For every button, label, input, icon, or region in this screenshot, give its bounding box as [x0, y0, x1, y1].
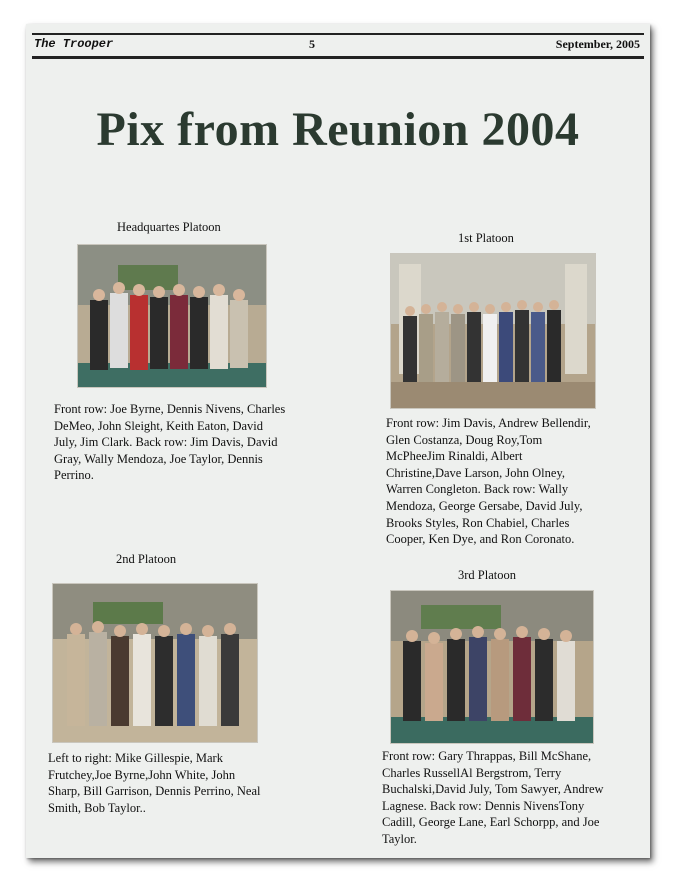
page-number: 5: [309, 37, 315, 51]
issue-date: September, 2005: [555, 37, 640, 51]
page-title: Pix from Reunion 2004: [96, 103, 580, 156]
first-platoon-photo: [390, 253, 596, 409]
hq-platoon-caption: Front row: Joe Byrne, Dennis Nivens, Charles DeMeo, John Sleight, Keith Eaton, David July, Jim Clark. Back row: Jim Davis, David Gray, Wally Mendoza, Joe Taylor, Dennis Perrino.: [54, 402, 286, 483]
third-platoon-caption: Front row: Gary Thrappas, Bill McShane, Charles RussellAl Bergstrom, Terry Buchalski,David July, Tom Sawyer, Andrew Lagnese. Back row: Dennis NivensTony Cadill, George Lane, Earl Schorpp, and Joe Taylor.: [382, 749, 604, 846]
header-top-rule: [32, 33, 644, 35]
second-platoon-caption: Left to right: Mike Gillespie, Mark Frutchey,Joe Byrne,John White, John Sharp, Bill Garrison, Dennis Perrino, Neal Smith, Bob Taylor..: [48, 751, 261, 815]
newsletter-page: [26, 24, 650, 858]
second-platoon-photo: [52, 583, 258, 743]
second-platoon-heading: 2nd Platoon: [116, 552, 177, 566]
first-platoon-heading: 1st Platoon: [458, 231, 514, 245]
header-bottom-rule: [32, 56, 644, 59]
hq-platoon-photo: [77, 244, 267, 388]
third-platoon-heading: 3rd Platoon: [458, 568, 516, 582]
first-platoon-caption: Front row: Jim Davis, Andrew Bellendir, Glen Costanza, Doug Roy,Tom McPheeJim Rinaldi, Albert Christine,Dave Larson, John Olney, Warren Congleton. Back row: Wally Mendoza, George Gersabe, David July, Brooks Styles, Ron Chabiel, Charles Cooper, Ken Dye, and Ron Coronato.: [386, 416, 591, 547]
third-platoon-photo: [390, 590, 594, 744]
publication-name: The Trooper: [34, 37, 114, 51]
hq-platoon-heading: Headquartes Platoon: [117, 220, 221, 234]
